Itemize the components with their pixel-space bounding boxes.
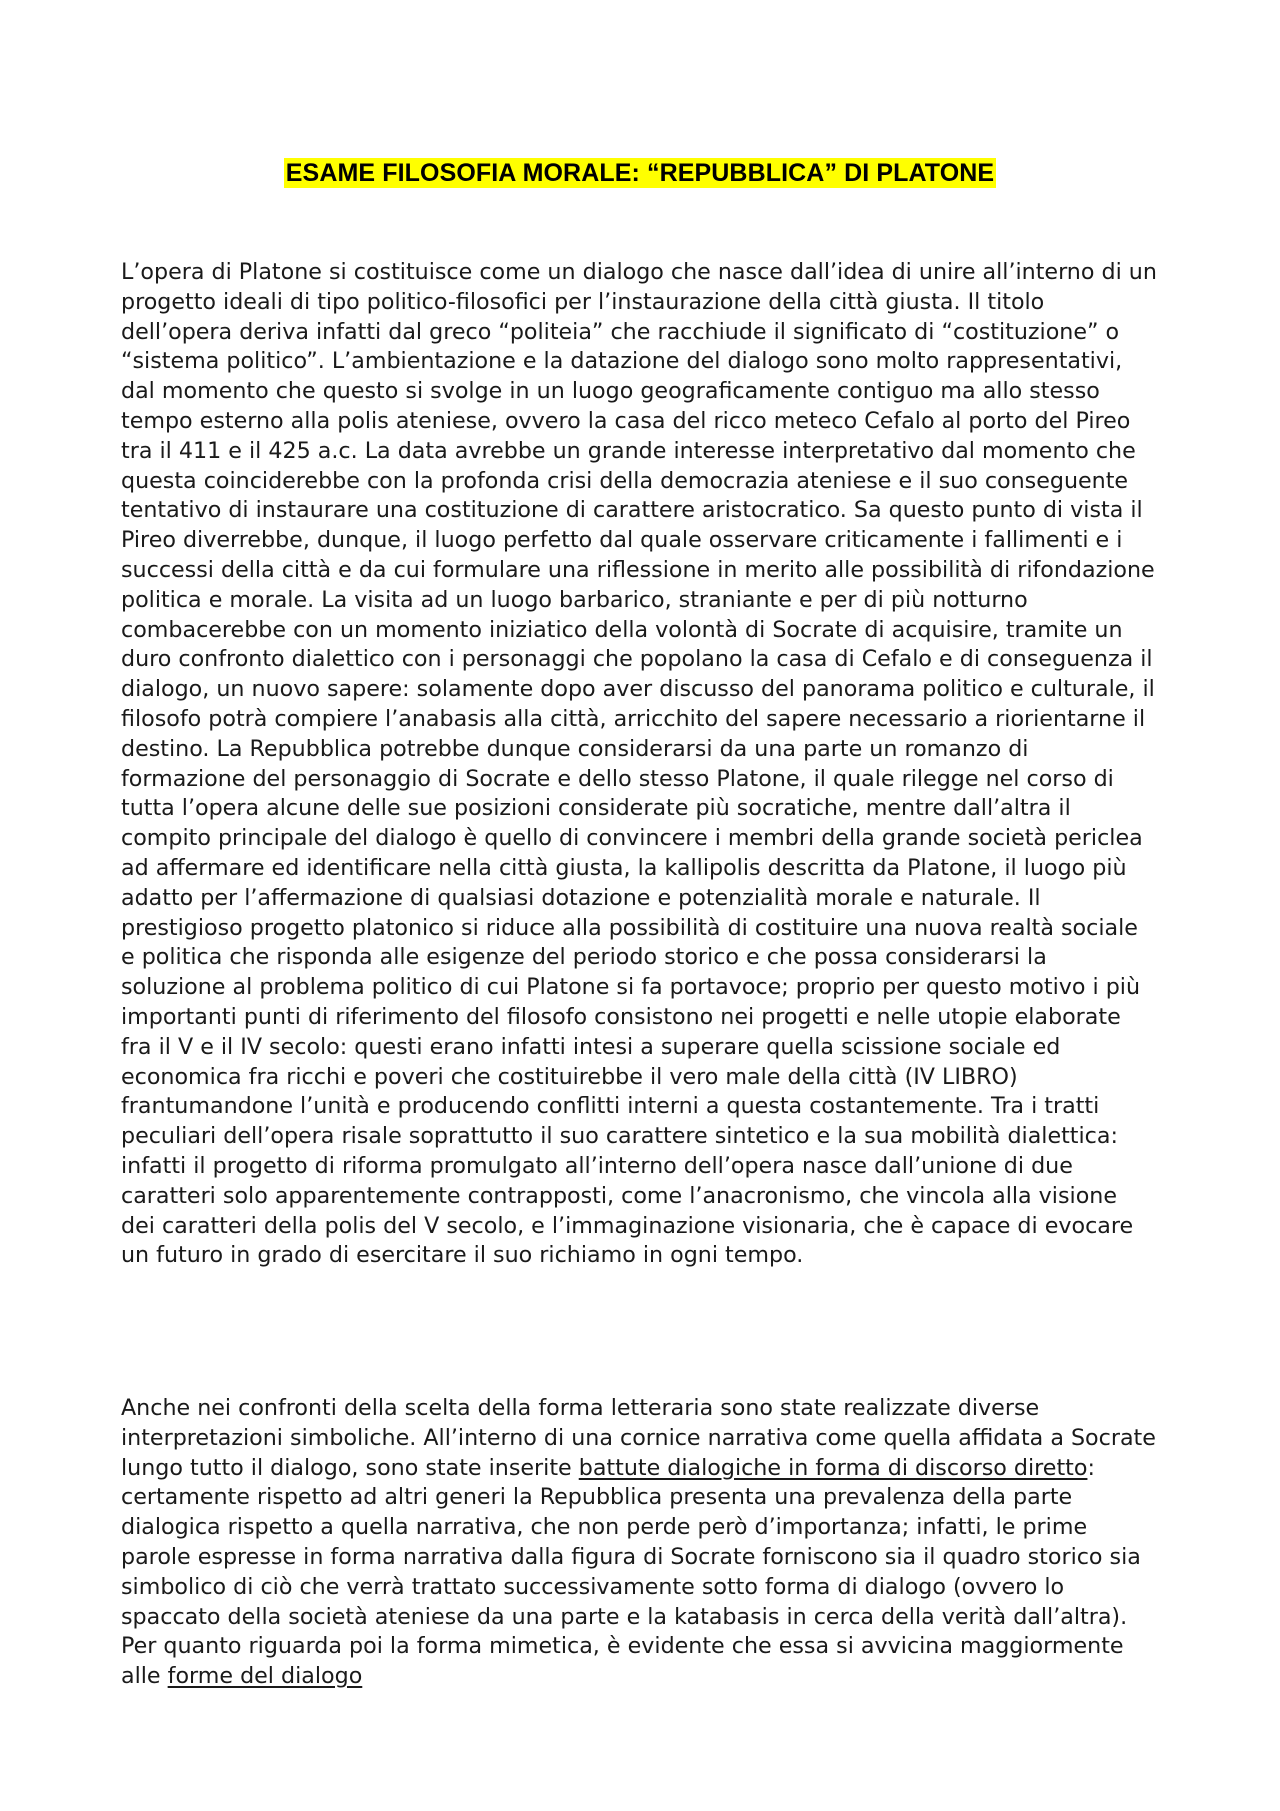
paragraph-2 <box>121 1394 1157 1692</box>
paragraph-2-text-a: Anche nei confronti della scelta della forma letteraria sono state realizzate diverse interpretazioni simboliche. All’interno di una cornice narrativa come quella affidata a Socrate lungo tutto il dialogo, sono state inserite <box>121 1395 1156 1481</box>
paragraph-2-text-b: : certamente rispetto ad altri generi la Repubblica presenta una prevalenza della parte dialogica rispetto a quella narrativa, che non perde però d’importanza; infatti, le prime parole espresse in forma narrativa dalla figura di Socrate forniscono sia il quadro storico sia simbolico di ciò che verrà trattato successivamente sotto forma di dialogo (ovvero lo spaccato della società ateniese da una parte e la katabasis in cerca della verità dall’altra). Per quanto riguarda poi la forma mimetica, è evidente che essa si avvicina maggiormente alle <box>121 1454 1141 1690</box>
document-title: ESAME FILOSOFIA MORALE: “REPUBBLICA” DI PLATONE <box>285 159 995 187</box>
title-container <box>0 158 1280 188</box>
paragraph-1: L’opera di Platone si costituisce come un dialogo che nasce dall’idea di unire all’interno di un progetto ideali di tipo politico-filosofici per l’instaurazione della città giusta. Il titolo dell’opera deriva infatti dal greco “politeia” che racchiude il significato di “costituzione” o “sistema politico”. L’ambientazione e la datazione del dialogo sono molto rappresentativi, dal momento che questo si svolge in un luogo geograficamente contiguo ma allo stesso tempo esterno alla polis ateniese, ovvero la casa del ricco meteco Cefalo al porto del Pireo tra il 411 e il 425 a.c. La data avrebbe un grande interesse interpretativo dal momento che questa coinciderebbe con la profonda crisi della democrazia ateniese e il suo conseguente tentativo di instaurare una costituzione di carattere aristocratico. Sa questo punto di vista il Pireo diverrebbe, dunque, il luogo perfetto dal quale osservare criticamente i fallimenti e i successi della città e da cui formulare una riflessione in merito alle possibilità di rifondazione politica e morale. La visita ad un luogo barbarico, straniante e per di più notturno combacerebbe con un momento iniziatico della volontà di Socrate di acquisire, tramite un duro confronto dialettico con i personaggi che popolano la casa di Cefalo e di conseguenza il dialogo, un nuovo sapere: solamente dopo aver discusso del panorama politico e culturale, il filosofo potrà compiere l’anabasis alla città, arricchito del sapere necessario a riorientarne il destino. La Repubblica potrebbe dunque considerarsi da una parte un romanzo di formazione del personaggio di Socrate e dello stesso Platone, il quale rilegge nel corso di tutta l’opera alcune delle sue posizioni considerate più socratiche, mentre dall’altra il compito principale del dialogo è quello di convincere i membri della grande società periclea ad affermare ed identificare nella città giusta, la kallipolis descritta da Platone, il luogo più adatto per l’affermazione di qualsiasi dotazione e potenzialità morale e naturale. Il prestigioso progetto platonico si riduce alla possibilità di costituire una nuova realtà sociale e politica che risponda alle esigenze del periodo storico e che possa considerarsi la soluzione al problema politico di cui Platone si fa portavoce; proprio per questo motivo i più importanti punti di riferimento del filosofo consistono nei progetti e nelle utopie elaborate fra il V e il IV secolo: questi erano infatti intesi a superare quella scissione sociale ed economica fra ricchi e poveri che costituirebbe il vero male della città (IV LIBRO) frantumandone l’unità e producendo conflitti interni a questa costantemente. Tra i tratti peculiari dell’opera risale soprattutto il suo carattere sintetico e la sua mobilità dialettica: infatti il progetto di riforma promulgato all’interno dell’opera nasce dall’unione di due caratteri solo apparentemente contrapposti, come l’anacronismo, che vincola alla visione dei caratteri della polis del V secolo, e l’immaginazione visionaria, che è capace di evocare un futuro in grado di esercitare il suo richiamo in ogni tempo. <box>121 259 1157 1269</box>
underlined-phrase-dialogue-forms: forme del dialogo <box>167 1663 363 1690</box>
underlined-phrase-direct-speech: battute dialogiche in forma di discorso diretto <box>578 1454 1088 1481</box>
